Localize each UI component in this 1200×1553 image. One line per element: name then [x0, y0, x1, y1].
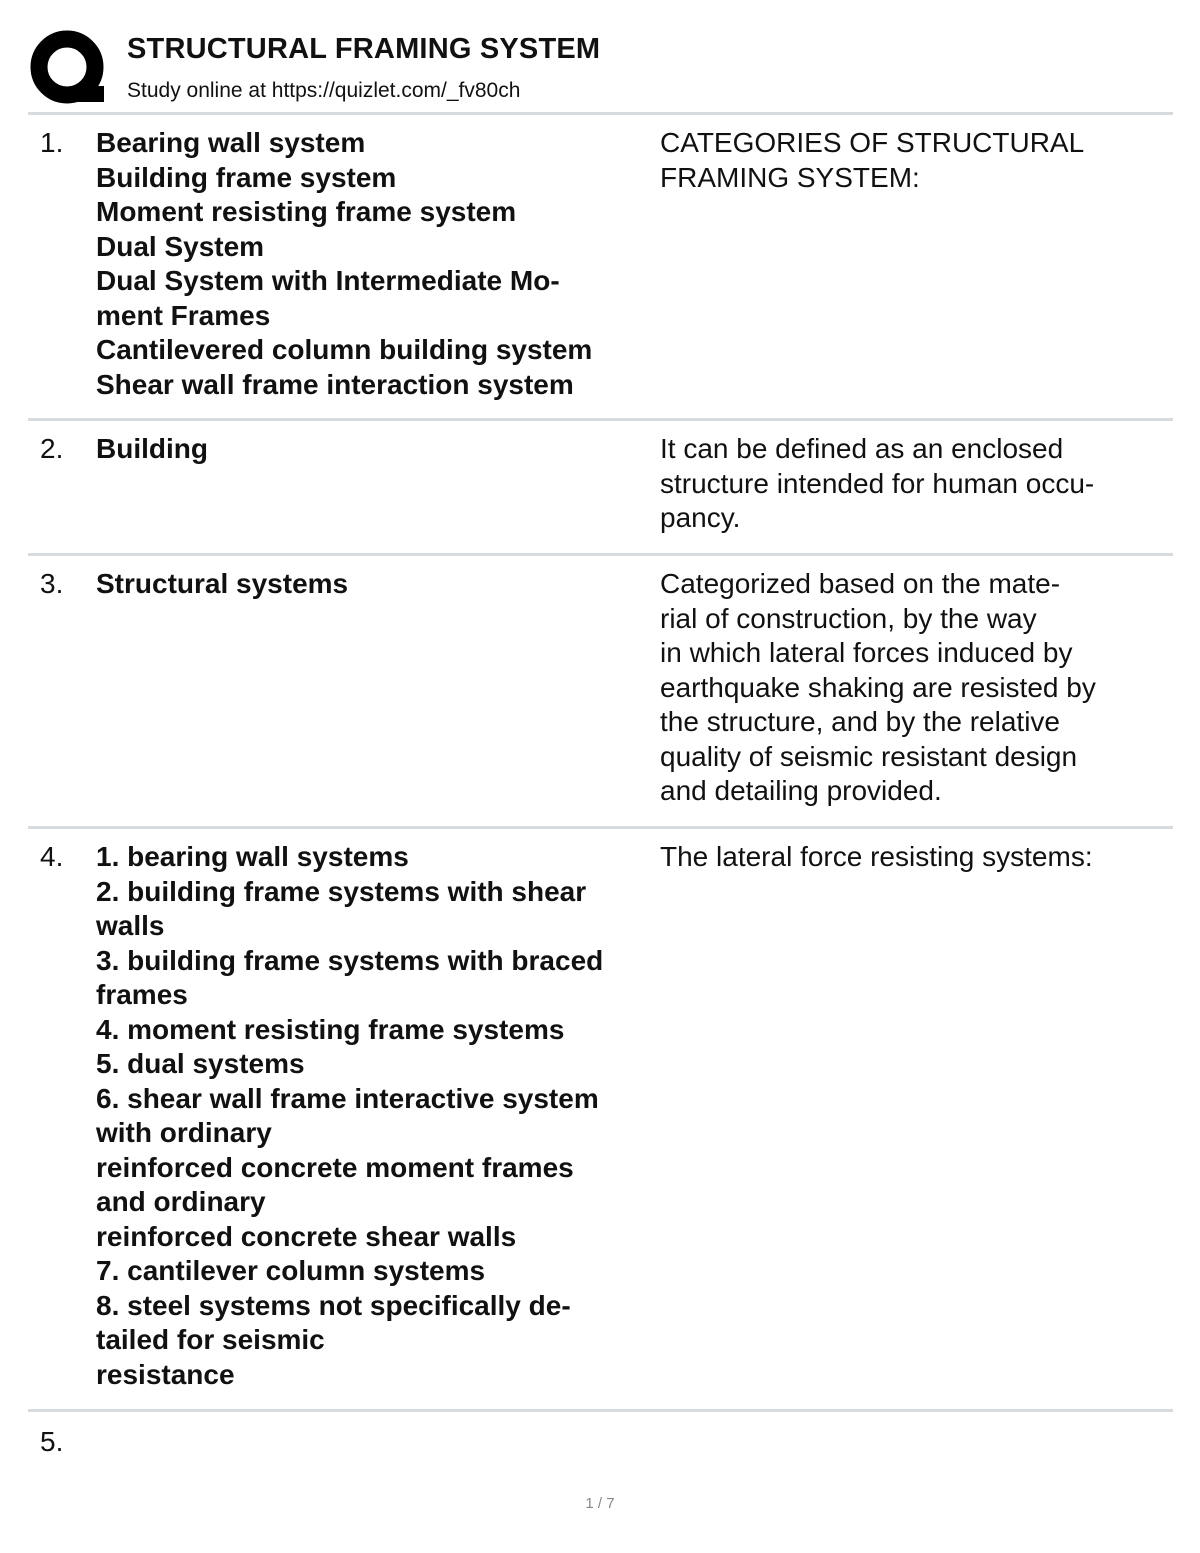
- term-line: frames: [96, 979, 188, 1010]
- term-line: 1. bearing wall systems: [96, 841, 409, 872]
- definition-line: earthquake shaking are resisted by: [660, 671, 1096, 703]
- term-line: reinforced concrete moment frames: [96, 1151, 574, 1183]
- card-number: 3.: [40, 568, 64, 599]
- divider: [28, 1409, 1173, 1412]
- card-term: [96, 432, 656, 467]
- card-term: [96, 840, 656, 1392]
- term-line: Bearing wall system: [96, 127, 366, 158]
- card-definition: [660, 567, 1180, 809]
- term-line: Cantilevered column building system: [96, 334, 593, 365]
- definition-line: The lateral force resisting systems:: [660, 841, 1093, 872]
- term-line: and ordinary: [96, 1186, 266, 1217]
- term-line: Dual System with Intermediate Mo-: [96, 265, 560, 296]
- definition-line: pancy.: [660, 502, 741, 533]
- study-online-link[interactable]: Study online at https://quizlet.com/_fv80ch: [127, 79, 521, 102]
- card-definition: [660, 126, 1180, 195]
- card-number: 5.: [40, 1426, 64, 1457]
- term-line: Moment resisting frame system: [96, 196, 517, 227]
- term-line: 7. cantilever column systems: [96, 1255, 486, 1286]
- card-definition: [660, 432, 1180, 536]
- definition-line: the structure, and by the relative: [660, 706, 1060, 737]
- term-line: ment Frames: [96, 299, 271, 331]
- term-line: Building frame system: [96, 161, 397, 193]
- definition-line: Categorized based on the mate-: [660, 568, 1061, 599]
- term-line: tailed for seismic: [96, 1324, 325, 1355]
- definition-line: CATEGORIES OF STRUCTURAL: [660, 127, 1085, 158]
- term-line: walls: [96, 910, 165, 941]
- divider: [28, 418, 1173, 421]
- card-number: 4.: [40, 841, 64, 872]
- definition-line: and detailing provided.: [660, 775, 942, 806]
- term-line: resistance: [96, 1358, 235, 1390]
- page-header: [0, 0, 1200, 112]
- term-line: 6. shear wall frame interactive system: [96, 1082, 599, 1114]
- definition-line: rial of construction, by the way: [660, 602, 1037, 634]
- page-indicator: 1 / 7: [585, 1495, 615, 1512]
- term-line: 5. dual systems: [96, 1048, 305, 1079]
- divider: [28, 826, 1173, 829]
- definition-line: It can be defined as an enclosed: [660, 433, 1064, 464]
- card-term: [96, 126, 656, 402]
- definition-line: in which lateral forces induced by: [660, 637, 1073, 668]
- term-line: 2. building frame systems with shear: [96, 875, 587, 907]
- term-line: reinforced concrete shear walls: [96, 1220, 517, 1252]
- term-line: with ordinary: [96, 1117, 272, 1148]
- card-term: [96, 567, 656, 602]
- quizlet-logo-icon: [30, 30, 106, 106]
- divider: [28, 553, 1173, 556]
- card-number: 2.: [40, 433, 64, 464]
- definition-line: FRAMING SYSTEM:: [660, 161, 920, 193]
- term-line: Shear wall frame interaction system: [96, 368, 574, 400]
- definition-line: structure intended for human occu-: [660, 467, 1095, 499]
- card-definition: [660, 840, 1180, 875]
- term-line: 8. steel systems not specifically de-: [96, 1289, 571, 1321]
- term-line: Structural systems: [96, 568, 349, 599]
- term-line: Building: [96, 433, 208, 464]
- divider: [28, 112, 1173, 115]
- term-line: Dual System: [96, 230, 265, 262]
- term-line: 4. moment resisting frame systems: [96, 1013, 565, 1045]
- term-line: 3. building frame systems with braced: [96, 944, 604, 976]
- card-number: 1.: [40, 127, 64, 158]
- document-title: STRUCTURAL FRAMING SYSTEM: [127, 33, 601, 65]
- definition-line: quality of seismic resistant design: [660, 740, 1078, 772]
